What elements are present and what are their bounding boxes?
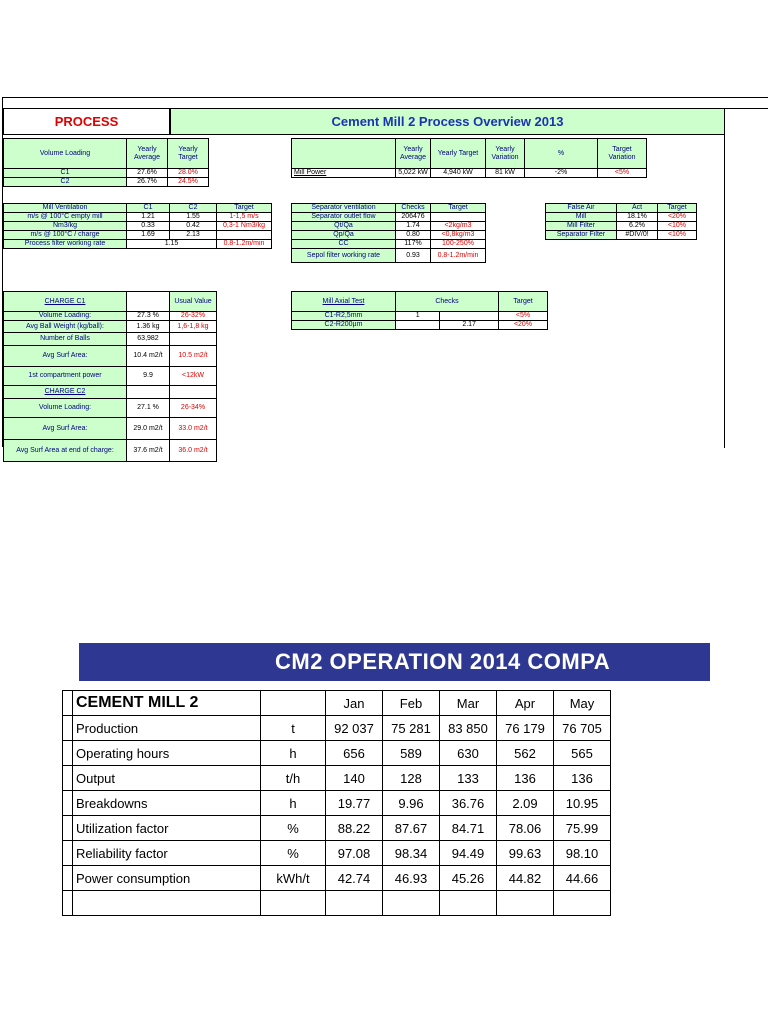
- row-value: 88.22: [326, 816, 383, 841]
- volume-loading-table: [3, 138, 209, 187]
- row-label: Utilization factor: [73, 816, 261, 841]
- mill-axial-row-check1: 1: [396, 312, 440, 321]
- mill-vent-row-c1: 1.69: [127, 231, 170, 240]
- row-value: 75 281: [383, 716, 440, 741]
- charge-c2-row-value: 37.6 m2/t: [127, 440, 170, 462]
- separator-table: [291, 203, 486, 263]
- mp-percent-header: %: [525, 139, 598, 169]
- mill-axial-row-target: <5%: [499, 312, 548, 321]
- mill-vent-row-label: Nm3/kg: [4, 222, 127, 231]
- mill-vent-row-label: Process filter working rate: [4, 240, 127, 249]
- row-value: 10.95: [554, 791, 611, 816]
- charge-c1-row-usual: [170, 333, 217, 346]
- month-header: Mar: [440, 691, 497, 716]
- false-air-act-header: Act: [617, 204, 658, 213]
- sheet-border-top: [2, 97, 768, 98]
- row-unit: t/h: [261, 766, 326, 791]
- volume-c2-label: C2: [4, 178, 127, 187]
- charge-c2-row-usual: 33.0 m2/t: [170, 418, 217, 440]
- separator-checks-header: Checks: [396, 204, 431, 213]
- ops-gutter-cell: [63, 716, 73, 741]
- empty-cell: [497, 891, 554, 916]
- charge-table: [3, 291, 217, 462]
- ops-gutter-cell: [63, 816, 73, 841]
- usual-value-header: Usual Value: [170, 292, 217, 312]
- volume-c2-average: 26.7%: [127, 178, 168, 187]
- sheet-border-right: [724, 108, 725, 448]
- row-value: 36.76: [440, 791, 497, 816]
- empty-cell: [383, 891, 440, 916]
- separator-row-target: <2kg/m3: [431, 222, 486, 231]
- false-air-row-label: Separator Filter: [546, 231, 617, 240]
- separator-target-header: Target: [431, 204, 486, 213]
- separator-row-check: 0.80: [396, 231, 431, 240]
- row-value: 128: [383, 766, 440, 791]
- operation-banner: CM2 OPERATION 2014 COMPA: [79, 643, 710, 681]
- row-value: 76 179: [497, 716, 554, 741]
- ops-gutter-cell: [63, 766, 73, 791]
- separator-header: Separator ventilation: [292, 204, 396, 213]
- mill-ventilation-table: [3, 203, 272, 249]
- mill-vent-c2-header: C2: [170, 204, 217, 213]
- row-value: 92 037: [326, 716, 383, 741]
- false-air-row-target: <10%: [658, 222, 697, 231]
- false-air-row-target: <20%: [658, 213, 697, 222]
- row-value: 562: [497, 741, 554, 766]
- month-header: Apr: [497, 691, 554, 716]
- separator-row-target: 0.8-1.2m/min: [431, 249, 486, 263]
- separator-row-label: Qp/Qa: [292, 231, 396, 240]
- row-value: 98.34: [383, 841, 440, 866]
- mill-axial-table: [291, 291, 548, 330]
- charge-c1-row-usual: 10.5 m2/t: [170, 346, 217, 367]
- row-value: 136: [497, 766, 554, 791]
- charge-c2-row-usual: 36.0 m2/t: [170, 440, 217, 462]
- mill-axial-row-label: C2-R200µm: [292, 321, 396, 330]
- charge-c1-row-value: 27.3 %: [127, 312, 170, 321]
- row-value: 44.82: [497, 866, 554, 891]
- false-air-target-header: Target: [658, 204, 697, 213]
- mp-target-variation-header: Target Variation: [598, 139, 647, 169]
- mill-vent-c1-header: C1: [127, 204, 170, 213]
- row-value: 656: [326, 741, 383, 766]
- mill-vent-row-label: m/s @ 100°C empty mill: [4, 213, 127, 222]
- row-value: 97.08: [326, 841, 383, 866]
- separator-row-check: 1.74: [396, 222, 431, 231]
- mill-vent-row-target: 0,3-1 Nm3/kg: [217, 222, 272, 231]
- row-value: 136: [554, 766, 611, 791]
- row-label: Output: [73, 766, 261, 791]
- mill-vent-target-header: Target: [217, 204, 272, 213]
- ops-gutter-cell: [63, 891, 73, 916]
- month-header: Feb: [383, 691, 440, 716]
- row-value: 75.99: [554, 816, 611, 841]
- mill-axial-row-target: <20%: [499, 321, 548, 330]
- row-value: 565: [554, 741, 611, 766]
- false-air-header: False Air: [546, 204, 617, 213]
- charge-c1-title: CHARGE C1: [4, 292, 127, 312]
- separator-row-target: <0,8kg/m3: [431, 231, 486, 240]
- row-value: 78.06: [497, 816, 554, 841]
- mill-power-target: 4,940 kW: [431, 169, 486, 178]
- row-unit: %: [261, 816, 326, 841]
- ops-gutter-cell: [63, 791, 73, 816]
- separator-row-check: 206476: [396, 213, 431, 222]
- mp-yearly-average-header: Yearly Average: [396, 139, 431, 169]
- charge-c2-row-value: 27.1 %: [127, 399, 170, 418]
- row-label: Production: [73, 716, 261, 741]
- ops-gutter-cell: [63, 841, 73, 866]
- separator-row-label: CC: [292, 240, 396, 249]
- false-air-row-act: 6.2%: [617, 222, 658, 231]
- table-row-empty: [63, 891, 611, 916]
- charge-c2-row-label: Avg Surf Area:: [4, 418, 127, 440]
- separator-row-label: Sepol filter working rate: [292, 249, 396, 263]
- ops-gutter-cell: [63, 691, 73, 716]
- row-label: Reliability factor: [73, 841, 261, 866]
- table-row: [63, 841, 611, 866]
- charge-c2-row-value: 29.0 m2/t: [127, 418, 170, 440]
- empty-cell: [554, 891, 611, 916]
- mill-power-target-variation: <5%: [598, 169, 647, 178]
- charge-c1-row-label: 1st compartment power: [4, 367, 127, 386]
- charge-c1-row-value: 63,982: [127, 333, 170, 346]
- false-air-table: [545, 203, 697, 240]
- overview-title: Cement Mill 2 Process Overview 2013: [170, 108, 725, 135]
- yearly-target-header: Yearly Target: [168, 139, 209, 169]
- table-row: [63, 766, 611, 791]
- mill-vent-row-target: [217, 231, 272, 240]
- charge-c1-row-value: 1.36 kg: [127, 321, 170, 333]
- charge-c1-row-label: Avg Surf Area:: [4, 346, 127, 367]
- mill-power-table: [291, 138, 647, 178]
- charge-c2-row-label: Volume Loading:: [4, 399, 127, 418]
- mill-axial-row-label: C1-R2,5mm: [292, 312, 396, 321]
- row-value: 42.74: [326, 866, 383, 891]
- mill-axial-row-check2: [440, 312, 499, 321]
- separator-row-check: 0.93: [396, 249, 431, 263]
- mill-axial-checks-header: Checks: [396, 292, 499, 312]
- row-unit: kWh/t: [261, 866, 326, 891]
- charge-c1-row-usual: 26-32%: [170, 312, 217, 321]
- false-air-row-label: Mill Filter: [546, 222, 617, 231]
- row-value: 2.09: [497, 791, 554, 816]
- mill-power-percent: -2%: [525, 169, 598, 178]
- mill-axial-row-check2: 2.17: [440, 321, 499, 330]
- charge-c2-row-usual: 26-34%: [170, 399, 217, 418]
- empty-cell: [261, 891, 326, 916]
- empty-cell: [440, 891, 497, 916]
- row-value: 83 850: [440, 716, 497, 741]
- mp-yearly-target-header: Yearly Target: [431, 139, 486, 169]
- separator-row-target: [431, 213, 486, 222]
- month-header: Jan: [326, 691, 383, 716]
- mill-power-average: 5,022 kW: [396, 169, 431, 178]
- mill-vent-row-label: m/s @ 100°C / charge: [4, 231, 127, 240]
- row-value: 630: [440, 741, 497, 766]
- row-value: 46.93: [383, 866, 440, 891]
- row-value: 9.96: [383, 791, 440, 816]
- row-label: Breakdowns: [73, 791, 261, 816]
- cement-mill-title: CEMENT MILL 2: [73, 691, 261, 716]
- empty-cell: [73, 891, 261, 916]
- mill-vent-row-target: 0.8-1.2m/min: [217, 240, 272, 249]
- mill-vent-row-c2: 1.55: [170, 213, 217, 222]
- charge-c2-blank: [127, 386, 170, 399]
- row-unit: %: [261, 841, 326, 866]
- mill-axial-target-header: Target: [499, 292, 548, 312]
- separator-row-label: Qt/Qa: [292, 222, 396, 231]
- row-value: 98.10: [554, 841, 611, 866]
- mill-power-variation: 81 kW: [486, 169, 525, 178]
- volume-c1-average: 27.6%: [127, 169, 168, 178]
- table-row: [63, 866, 611, 891]
- separator-row-label: Separator outlet flow: [292, 213, 396, 222]
- mill-vent-row-c1: 1.21: [127, 213, 170, 222]
- false-air-row-label: Mill: [546, 213, 617, 222]
- volume-c2-target: 24.5%: [168, 178, 209, 187]
- false-air-row-target: <10%: [658, 231, 697, 240]
- row-unit: h: [261, 741, 326, 766]
- mill-vent-row-c2: 2.13: [170, 231, 217, 240]
- row-value: 589: [383, 741, 440, 766]
- charge-c1-row-label: Number of Balls: [4, 333, 127, 346]
- yearly-average-header: Yearly Average: [127, 139, 168, 169]
- table-row: [63, 791, 611, 816]
- mill-power-label: Mill Power: [292, 169, 396, 178]
- row-value: 99.63: [497, 841, 554, 866]
- charge-c1-row-label: Avg Ball Weight (kg/ball):: [4, 321, 127, 333]
- month-header: May: [554, 691, 611, 716]
- charge-c1-row-value: 9.9: [127, 367, 170, 386]
- filter-working-rate-value: 1.15: [127, 240, 217, 249]
- separator-row-check: 117%: [396, 240, 431, 249]
- empty-cell: [326, 891, 383, 916]
- mp-yearly-variation-header: Yearly Variation: [486, 139, 525, 169]
- ops-gutter-cell: [63, 866, 73, 891]
- row-label: Power consumption: [73, 866, 261, 891]
- mill-vent-row-c1: 0.33: [127, 222, 170, 231]
- false-air-row-act: #DIV/0!: [617, 231, 658, 240]
- sheet-border-right-top: [724, 108, 768, 109]
- charge-c2-row-label: Avg Surf Area at end of charge:: [4, 440, 127, 462]
- charge-c1-row-value: 10.4 m2/t: [127, 346, 170, 367]
- mill-axial-header: Mill Axial Test: [292, 292, 396, 312]
- charge-c1-row-usual: <12kW: [170, 367, 217, 386]
- row-value: 45.26: [440, 866, 497, 891]
- charge-c1-row-label: Volume Loading:: [4, 312, 127, 321]
- row-value: 84.71: [440, 816, 497, 841]
- volume-c1-label: C1: [4, 169, 127, 178]
- operation-table: [62, 690, 611, 916]
- table-row: [63, 816, 611, 841]
- charge-c2-title: CHARGE C2: [4, 386, 127, 399]
- row-value: 94.49: [440, 841, 497, 866]
- mill-vent-row-c2: 0.42: [170, 222, 217, 231]
- mill-axial-row-check1: [396, 321, 440, 330]
- table-row: [63, 716, 611, 741]
- row-unit: h: [261, 791, 326, 816]
- charge-c2-blank: [170, 386, 217, 399]
- process-header: PROCESS: [3, 108, 170, 135]
- mill-ventilation-header: Mill Ventilation: [4, 204, 127, 213]
- charge-c1-blank: [127, 292, 170, 312]
- row-value: 133: [440, 766, 497, 791]
- ops-unit-header: [261, 691, 326, 716]
- row-value: 44.66: [554, 866, 611, 891]
- mill-power-blank-header: [292, 139, 396, 169]
- separator-row-target: 100-250%: [431, 240, 486, 249]
- row-value: 19.77: [326, 791, 383, 816]
- row-value: 76 705: [554, 716, 611, 741]
- table-row: [63, 741, 611, 766]
- row-value: 140: [326, 766, 383, 791]
- volume-loading-header: Volume Loading: [4, 139, 127, 169]
- row-unit: t: [261, 716, 326, 741]
- charge-c1-row-usual: 1,6-1,8 kg: [170, 321, 217, 333]
- volume-c1-target: 28.0%: [168, 169, 209, 178]
- ops-gutter-cell: [63, 741, 73, 766]
- row-value: 87.67: [383, 816, 440, 841]
- mill-vent-row-target: 1-1,5 m/s: [217, 213, 272, 222]
- row-label: Operating hours: [73, 741, 261, 766]
- false-air-row-act: 18.1%: [617, 213, 658, 222]
